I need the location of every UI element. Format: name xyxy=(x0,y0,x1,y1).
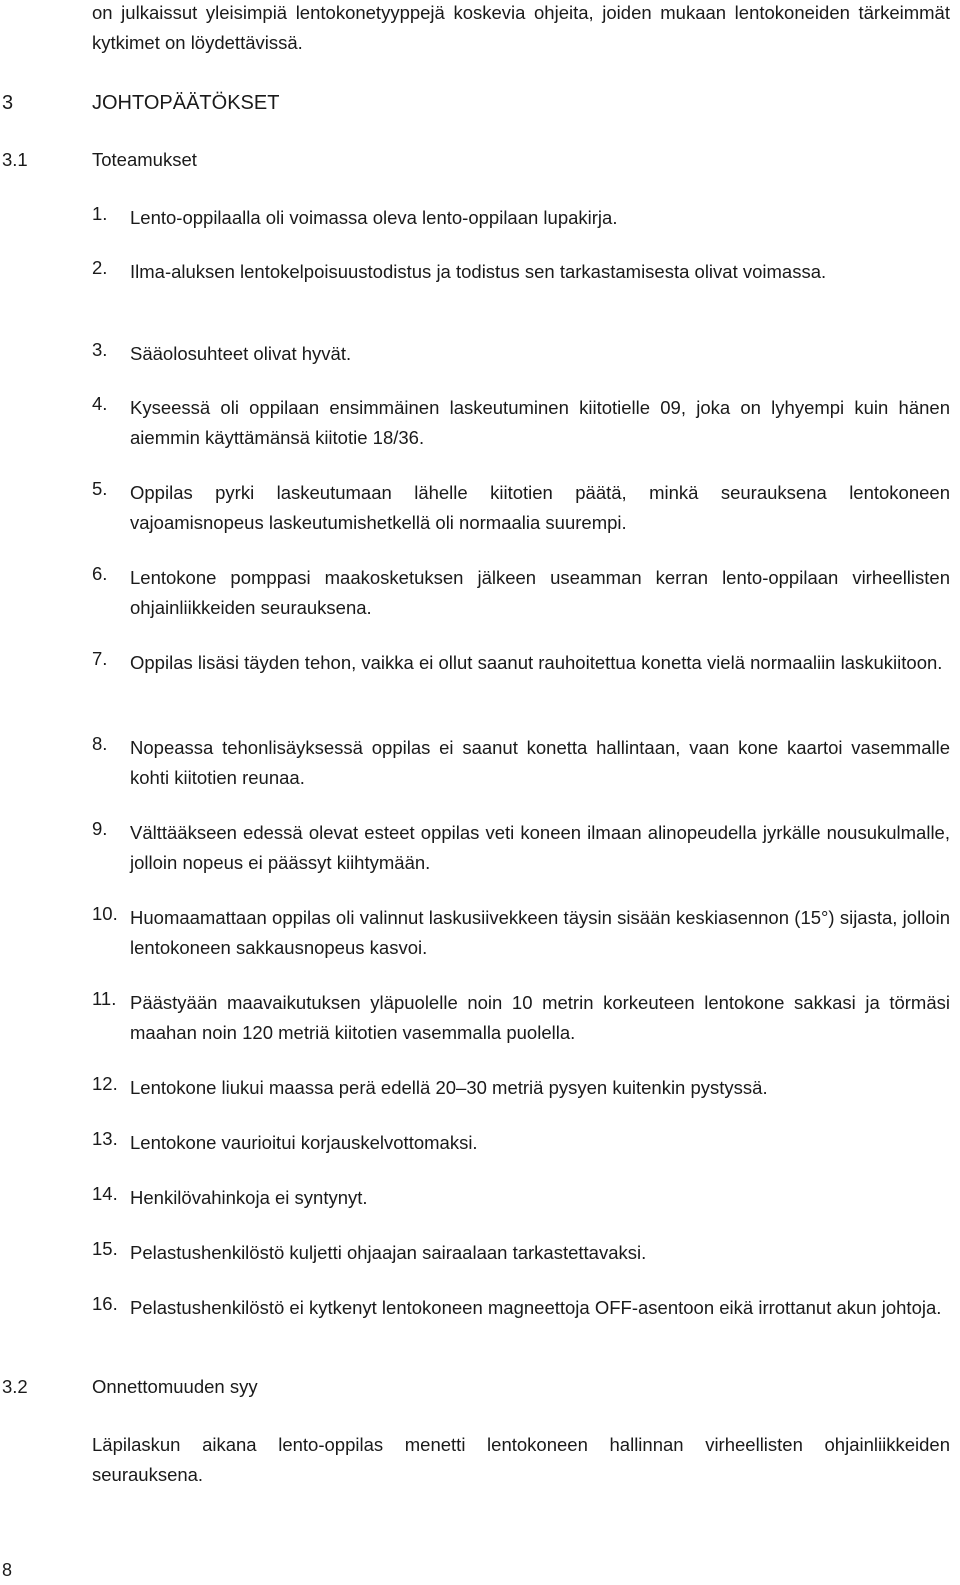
finding-number: 2. xyxy=(92,257,108,278)
subsection-number: 3.2 xyxy=(2,1376,28,1397)
finding-number: 11. xyxy=(92,988,117,1009)
finding-text: Päästyään maavaikutuksen yläpuolelle noin 10 metrin korkeuteen lentokone sakkasi ja törmäsi maahan noin 120 metriä kiitotien vasemmalla puolella. xyxy=(130,992,950,1043)
finding-text: Lentokone liukui maassa perä edellä 20–30 metriä pysyen kuitenkin pystyssä. xyxy=(130,1077,768,1098)
subsection-number: 3.1 xyxy=(2,149,28,170)
finding-text: Ilma-aluksen lentokelpoisuustodistus ja todistus sen tarkastamisesta olivat voimassa. xyxy=(130,261,827,282)
subsection-title: Toteamukset xyxy=(92,149,197,170)
finding-text: Pelastushenkilöstö ei kytkenyt lentokoneen magneettoja OFF-asentoon eikä irrottanut akun johtoja. xyxy=(130,1297,942,1318)
finding-number: 10. xyxy=(92,903,118,924)
cause-paragraph: Läpilaskun aikana lento-oppilas menetti lentokoneen hallinnan virheellisten ohjainliikkeiden seurauksena. xyxy=(92,1434,950,1485)
finding-text: Oppilas lisäsi täyden tehon, vaikka ei ollut saanut rauhoitettua konetta vielä normaaliin laskukiitoon. xyxy=(130,652,943,673)
finding-text: Pelastushenkilöstö kuljetti ohjaajan sairaalaan tarkastettavaksi. xyxy=(130,1242,647,1263)
finding-number: 4. xyxy=(92,393,108,414)
finding-number: 13. xyxy=(92,1128,118,1149)
finding-number: 9. xyxy=(92,818,108,839)
finding-number: 7. xyxy=(92,648,108,669)
subsection-title: Onnettomuuden syy xyxy=(92,1376,258,1397)
finding-text: Oppilas pyrki laskeutumaan lähelle kiitotien päätä, minkä seurauksena lentokoneen vajoamisnopeus laskeutumishetkellä oli normaalia suurempi. xyxy=(130,482,950,533)
finding-number: 8. xyxy=(92,733,108,754)
finding-text: Lento-oppilaalla oli voimassa oleva lento-oppilaan lupakirja. xyxy=(130,207,618,228)
finding-text: Lentokone vaurioitui korjauskelvottomaksi. xyxy=(130,1132,478,1153)
finding-text: Välttääkseen edessä olevat esteet oppilas veti koneen ilmaan alinopeudella jyrkälle nousukulmalle, jolloin nopeus ei päässyt kiihtymään. xyxy=(130,822,950,873)
finding-text: Sääolosuhteet olivat hyvät. xyxy=(130,343,352,364)
finding-text: Huomaamattaan oppilas oli valinnut laskusiivekkeen täysin sisään keskiasennon (15°) sijasta, jolloin lentokoneen sakkausnopeus kasvoi. xyxy=(130,907,950,958)
page-number: 8 xyxy=(2,1560,13,1580)
finding-number: 12. xyxy=(92,1073,118,1094)
finding-text: Kyseessä oli oppilaan ensimmäinen laskeutuminen kiitotielle 09, joka on lyhyempi kuin hänen aiemmin käyttämänsä kiitotie 18/36. xyxy=(130,397,950,448)
finding-number: 1. xyxy=(92,203,108,224)
finding-text: Henkilövahinkoja ei syntynyt. xyxy=(130,1187,368,1208)
finding-number: 16. xyxy=(92,1293,118,1314)
finding-number: 15. xyxy=(92,1238,118,1259)
section-title: JOHTOPÄÄTÖKSET xyxy=(92,92,280,114)
finding-number: 6. xyxy=(92,563,108,584)
finding-number: 3. xyxy=(92,339,108,360)
finding-text: Lentokone pomppasi maakosketuksen jälkeen useamman kerran lento-oppilaan virheellisten ohjainliikkeiden seurauksena. xyxy=(130,567,950,618)
finding-number: 14. xyxy=(92,1183,118,1204)
section-number: 3 xyxy=(2,92,14,114)
finding-number: 5. xyxy=(92,478,108,499)
intro-paragraph: on julkaissut yleisimpiä lentokonetyyppejä koskevia ohjeita, joiden mukaan lentokoneiden tärkeimmät kytkimet on löydettävissä. xyxy=(92,2,950,53)
finding-text: Nopeassa tehonlisäyksessä oppilas ei saanut konetta hallintaan, vaan kone kaartoi vasemmalle kohti kiitotien reunaa. xyxy=(130,737,950,788)
